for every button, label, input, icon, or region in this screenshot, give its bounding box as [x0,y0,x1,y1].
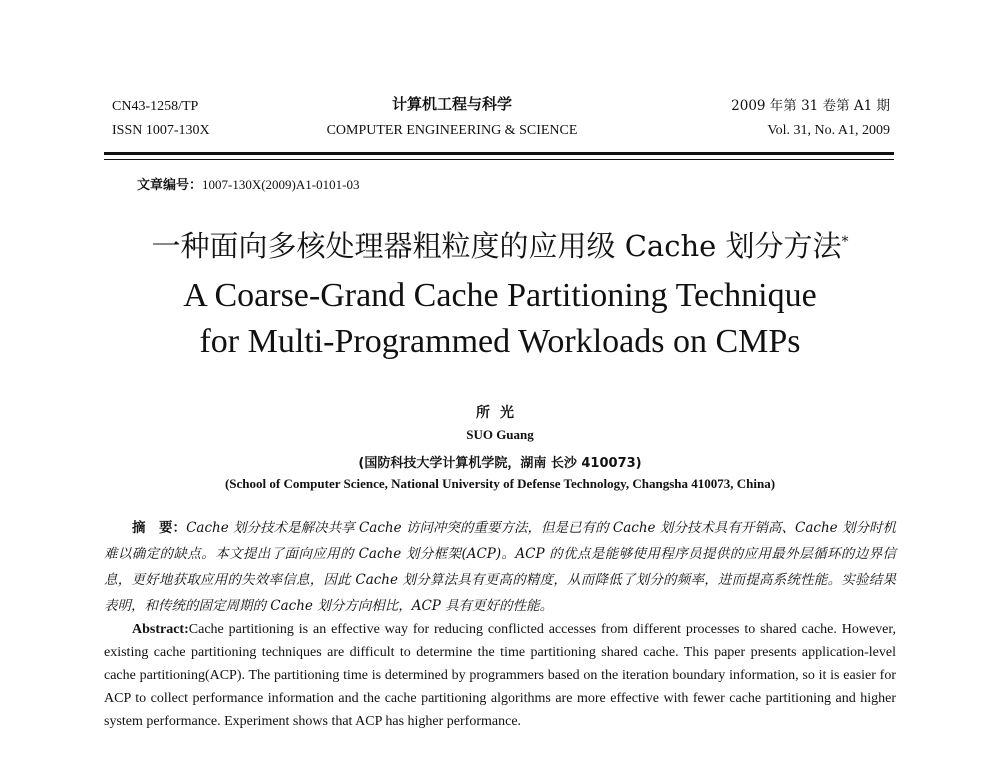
journal-title-cn: 计算机工程与科学 [391,95,512,113]
author-en: SUO Guang [466,427,534,442]
header-rule-thick [104,152,894,155]
header-rule-thin [104,159,894,160]
abstract-en-label: Abstract: [132,622,189,637]
journal-title-en: COMPUTER ENGINEERING & SCIENCE [326,123,578,138]
title-en-line1: A Coarse-Grand Cache Partitioning Technique [183,277,817,314]
article-number-label: 文章编号： [137,178,203,193]
title-cn-text: 一种面向多核处理器粗粒度的应用级 Cache 划分方法 [151,229,842,263]
title-footnote-marker: * [841,234,849,250]
article-number-value: 1007-130X(2009)A1-0101-03 [202,177,360,192]
issn: ISSN 1007-130X [112,123,210,138]
affiliation-en: (School of Computer Science, National University of Defense Technology, Changsha 410073, China) [224,476,776,491]
abstract-cn-label: 摘 要： [132,520,187,536]
title-cn [0,226,1000,272]
abstract-en-text: Cache partitioning is an effective way for reducing conflicted accesses from different processes to shared cache. However, existing cache partitioning techniques are difficult to determine the time partitioning shared cache. This paper presents application-level cache partitioning(ACP). The partitioning time is determined by programmers based on the iteration boundary information, so it is easier for ACP to collect performance information and the cache partitioning algorithms are more effective with fewer cache partitioning and higher system performance. Experiment shows that ACP has higher performance. [104,622,896,729]
title-en-line2: for Multi-Programmed Workloads on CMPs [199,323,801,360]
affiliation-cn: (国防科技大学计算机学院，湖南 长沙 410073) [358,456,642,471]
abstract-cn [104,515,896,619]
abstract-en [104,618,896,733]
issue-cn: 2009 年第 31 卷第 A1 期 [731,98,890,114]
cn-code: CN43-1258/TP [112,99,199,114]
article-number [137,177,359,194]
author-cn: 所光 [476,405,524,421]
abstract-cn-text: Cache 划分技术是解决共享 Cache 访问冲突的重要方法，但是已有的 Cache 划分技术具有开销高、Cache 划分时机难以确定的缺点。本文提出了面向应用的 Cache 划分框架(ACP)。ACP 的优点是能够使用程序员提供的应用最外层循环的边界信息，更好地获取应用的失效率信息，因此 Cache 划分算法具有更高的精度，从而降低了划分的频率，进而提高系统性能。实验结果表明，和传统的固定周期的 Cache 划分方向相比，ACP 具有更好的性能。 [104,520,896,614]
issue-en: Vol. 31, No. A1, 2009 [767,123,890,138]
